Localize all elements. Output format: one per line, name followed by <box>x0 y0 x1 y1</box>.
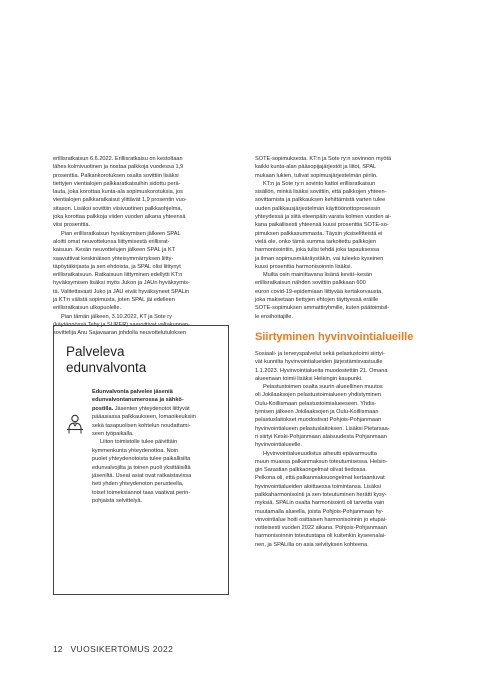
body-paragraph: Muilta osin mainittavana lisänä kevät–kesän erillisratkaisun nähden sovittiin palkkaan 600 euron covid-19-epidemiaan liittyvää kertakorvausta, joka maksetaan tiettyjen ehtojen täyttyessä eräille SOTE-sopimuksen ammattiryhmille, kuten päätoimisil- le ensihoitajille. <box>255 272 390 320</box>
body-paragraph: erillisratkaisun 6.6.2022. Erillisratkaisu on kestoltaan lähes kolmivuotinen ja nostaa palkkoja vuodessa 1,9 prosenttia. Palkankorotuksen osalta sovittiin lisäksi tiettyjen vientialojen palkkaratkaisuihin sidottu perä- lauta, joka korottaa kunta-ala sopimuskorotuksia, jos vientialojen palkkaratkaisut ylittävät 1,9 prosentin vuo- sitason. Lisäksi sovittiin viisivuotinen palkkaohjelma, joka korottaa palkkoja viiden vuoden aikana yhteensä viisi prosenttia. <box>53 156 187 229</box>
box-paragraph: Liiton toimistolle tulee päivittäin kymmenkunta yhteydenottoa. Noin puolet yhteydenotoista tulee paikallisilta edunvalvojilta ja toinen puoli yksittäisiltä jäseniltä. Useat asiat ovat ratkaistavissa heti yhden yhteydenoton perusteella, toiset toimeksiannot taas vaativat perin- pohjaista selvittelyä. <box>92 439 192 505</box>
body-paragraph: Hyvinvointialueuudistus aiheutti epävarmuutta muun muassa palkanmaksun toteutumisessa. Helsin- gin Sarastian palkkaongelmat olivat tiedossa. Pelkona oli, että palkanmaksuongelmat kertaantuvat hyvinvointialueiden aloittaessa toimintansa. Lisäksi palkkaharmonisointi ja sen toteutuminen herätti kysy- myksiä. SPALin osalta harmonisointi oli tarvetta vain muutamalla alueella, joista Pohjois-Pohjanmaan hy- vinvointialue hoiti osittaisen harmonisoinnin jo etupai- notteisesti vuoden 2022 aikana. Pohjois-Pohjanmaan harmonisoinnin toteutustapa oli kuitenkin kyseenalai- nen, ja SPALilla on asia selvityksen kohteena. <box>255 450 388 548</box>
publication-title: VUOSIKERTOMUS 2022 <box>70 644 174 654</box>
box-body <box>92 388 216 506</box>
page-number: 12 <box>53 644 63 654</box>
body-paragraph: Sosiaali- ja terveyspalvelut sekä pelastustoimi siirtyi- vät kunnilta hyvinvointialueiden järjestämisvastuulle 1.1.2023. Hyvinvointialueita muodostettiin 21. Omana alueenaan toimii lisäksi Helsingin kaupunki. <box>255 350 388 382</box>
body-paragraph: SOTE-sopimuksesta. KT:n ja Sote ry:n sovinnon myötä kaikki kunta-alan pääsopijajärjestöt ja liitot, SPAL mukaan lukien, tulivat sopimusjärjestelmän piiriin. <box>255 156 392 179</box>
person-at-desk-icon <box>66 414 84 434</box>
right-text-column <box>255 155 435 549</box>
box-lead: Edunvalvonta palvelee jäseniä edunvalvontanumerossa ja sähkö- postilla. <box>92 389 184 412</box>
body-paragraph: KT:n ja Sote ry:n sovinto kattoi erillisratkaisun sisällön, minkä lisäksi sovittiin, että palkkojen yhteen- sovittamista ja palkkauksen kehittämistä varten tulee uuden palkkausjärjestelmän käyttöönottoprosessin yhteydessä ja siitä eteenpäin varata kolmen vuoden ai- kana paikallisesti yhteensä kuusi prosenttia SOTE-so- pimuksen palkkasummasta. Täysin yksiselitteistä ei vielä ole, onko tämä summa tarkoitettu palkkojen harmonisointiin, joka tulisi tehdä joka tapauksessa ja ilman sopimusmääräystäkin, vai tuleeko kyseinen kuusi prosenttia harmonisoinnin lisäksi. <box>255 180 392 270</box>
box-paragraph <box>92 388 216 438</box>
box-lead-rest: Jäsenten yhteydenotot liittyvät pääasiassa palkkaukseen, lomaoikeuksiin sekä tasapuolisen kohtelun noudattami- seen työpaikalla. <box>92 405 196 438</box>
body-paragraph: Pian tämän jälkeen, 3.10.2022, KT ja Sote ry (käytännössä Tehy ja SUPER) saavuttivat valtakunnan- sovittelija Anu Sajavaaran johdolla neuvottelutuloksen <box>53 313 191 337</box>
page-footer <box>53 644 173 654</box>
section-heading: Siirtyminen hyvinvointialueille <box>255 330 414 343</box>
body-paragraph: Pian erillisratkaisun hyväksymisen jälkeen SPAL aloitti omat neuvottelunsa liittymisestä erillisrat- kaisuun. Kesän neuvottelujen jälkeen SPAL ja KT saavuttivat keskinäisen yhteisymmärryksen liitty- täpöytäkirjasta ja sen ehdoista, ja SPAL olisi liittynyt erillisratkaisuun. Ratkaisuun liittyminen edellytti KT:n hyväksymisen lisäksi myös Jukon ja JAUn hyväksymis- tä. Valitettavasti Juko ja JAU eivät hyväksyneet SPALin ja KT:n välistä sopimusta, joten SPAL jäi edelleen erillisratkaisun ulkopuolelle. <box>53 230 190 312</box>
info-box <box>53 325 229 595</box>
body-paragraph: Pelastustoimen osalta suurin alueellinen muutos oli Jokilaaksojen pelastustoimialueen yhdistyminen Oulu-Koillismaan pelastustoimialueeseen. Yhdis- tymisen jälkeen Jokilaaksojen ja Oulu-Koillismaan pelastuslaitokset muodostivat Pohjois-Pohjanmaan hyvinvointialueen pelastuslaitoksen. Lisäksi Pietarsaa- ri siirtyi Keski-Pohjanmaan alaisuudesta Pohjanmaan hyvinvointialueelle. <box>255 384 390 449</box>
box-title: Palveleva edunvalvonta <box>66 344 147 375</box>
left-text-column <box>53 155 231 338</box>
